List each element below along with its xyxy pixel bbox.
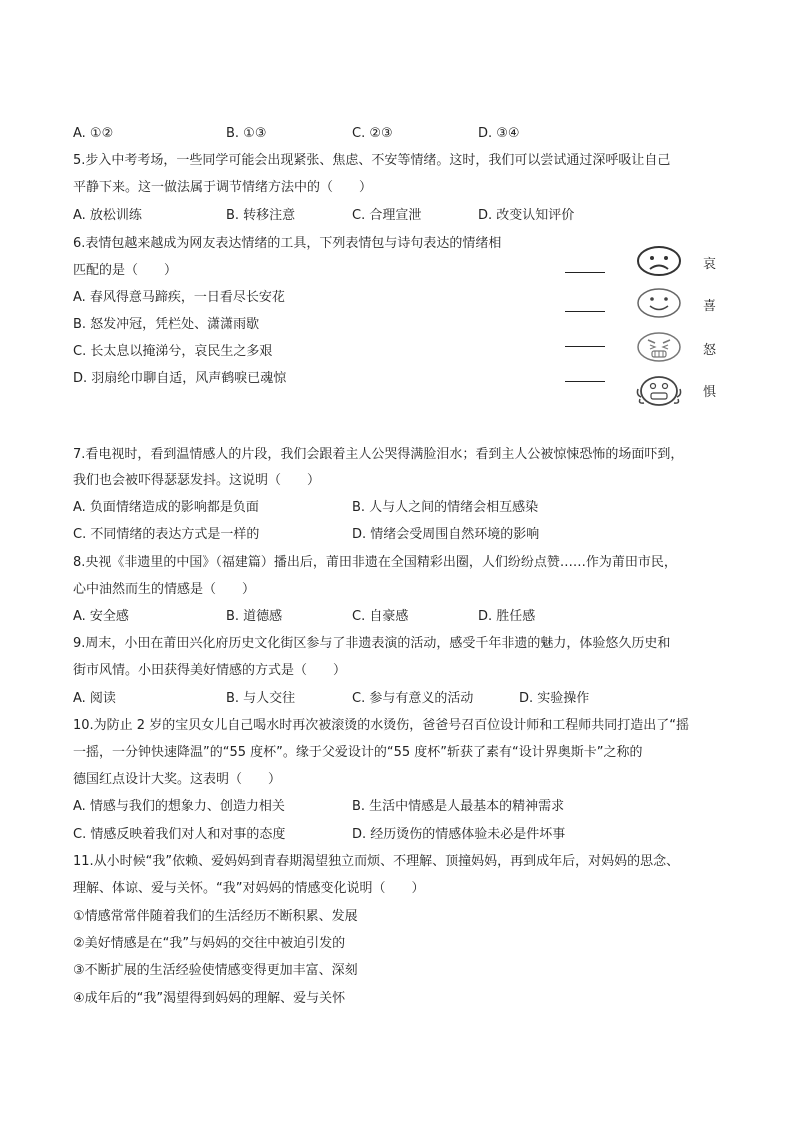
q5-option-b: B. 转移注意 [226, 208, 296, 223]
q10-option-a: A. 情感与我们的想象力、创造力相关 [73, 799, 285, 814]
q7-stem-line-2: 我们也会被吓得瑟瑟发抖。这说明（ ） [73, 473, 321, 488]
q11-statement-1: ①情感常常伴随着我们的生活经历不断积累、发展 [73, 909, 358, 924]
q11-statement-3: ③不断扩展的生活经验使情感变得更加丰富、深刻 [73, 963, 358, 978]
q4-option-d: D. ③④ [478, 126, 520, 141]
q6-option-c: C. 长太息以掩涕兮，哀民生之多艰 [73, 344, 273, 359]
emoji-label-sad: 哀 [703, 257, 717, 272]
emoji-label-angry: 怒 [703, 343, 717, 358]
match-blank-2 [565, 311, 605, 312]
q9-option-d: D. 实验操作 [519, 691, 590, 706]
q6-stem-line-2: 匹配的是（ ） [73, 263, 178, 278]
q9-stem-line-1: 9.周末，小田在莆田兴化府历史文化街区参与了非遗表演的活动，感受千年非遗的魅力，体验悠久历史和 [73, 636, 671, 651]
q6-option-b: B. 怒发冲冠，凭栏处、潇潇雨歇 [73, 317, 260, 332]
q10-option-d: D. 经历烫伤的情感体验未必是件坏事 [352, 827, 566, 842]
emoji-label-fear: 惧 [703, 385, 717, 400]
q4-option-c: C. ②③ [352, 126, 393, 141]
q5-option-a: A. 放松训练 [73, 208, 142, 223]
q11-statement-4: ④成年后的“我”渴望得到妈妈的理解、爱与关怀 [73, 991, 346, 1006]
q10-option-c: C. 情感反映着我们对人和对事的态度 [73, 827, 286, 842]
sad-face-icon [636, 245, 682, 277]
q5-option-c: C. 合理宣泄 [352, 208, 422, 223]
match-blank-4 [565, 381, 605, 382]
q7-stem-line-1: 7.看电视时，看到温情感人的片段，我们会跟着主人公哭得满脸泪水；看到主人公被惊悚恐怖的场面吓到， [73, 447, 684, 462]
q11-stem-line-1: 11.从小时候“我”依赖、爱妈妈到青春期渴望独立而烦、不理解、顶撞妈妈，再到成年后，对妈妈的思念、 [73, 854, 680, 869]
q9-option-a: A. 阅读 [73, 691, 116, 706]
q11-statement-2: ②美好情感是在“我”与妈妈的交往中被迫引发的 [73, 936, 346, 951]
q9-option-b: B. 与人交往 [226, 691, 296, 706]
q5-option-d: D. 改变认知评价 [478, 208, 575, 223]
q4-option-b: B. ①③ [226, 126, 267, 141]
q10-stem-line-1: 10.为防止 2 岁的宝贝女儿自己喝水时再次被滚烫的水烫伤，爸爸号召百位设计师和工程师共同打造出了“摇 [73, 718, 689, 733]
q9-option-c: C. 参与有意义的活动 [352, 691, 474, 706]
happy-face-icon [636, 287, 682, 319]
q9-stem-line-2: 街市风情。小田获得美好情感的方式是（ ） [73, 663, 347, 678]
q11-stem-line-2: 理解、体谅、爱与关怀。“我”对妈妈的情感变化说明（ ） [73, 881, 425, 896]
angry-face-icon [636, 331, 682, 363]
q8-option-c: C. 自豪感 [352, 609, 409, 624]
q7-option-b: B. 人与人之间的情绪会相互感染 [352, 500, 539, 515]
fearful-face-icon [636, 375, 682, 407]
q8-option-d: D. 胜任感 [478, 609, 536, 624]
q8-option-a: A. 安全感 [73, 609, 129, 624]
q7-option-d: D. 情绪会受周围自然环境的影响 [352, 527, 540, 542]
q10-stem-line-3: 德国红点设计大奖。这表明（ ） [73, 772, 282, 787]
q10-option-b: B. 生活中情感是人最基本的精神需求 [352, 799, 565, 814]
q8-option-b: B. 道德感 [226, 609, 283, 624]
q7-option-a: A. 负面情绪造成的影响都是负面 [73, 500, 259, 515]
q6-option-a: A. 春风得意马蹄疾，一日看尽长安花 [73, 290, 285, 305]
q6-option-d: D. 羽扇纶巾聊自适，风声鹤唳已魂惊 [73, 371, 287, 386]
q8-stem-line-1: 8.央视《非遗里的中国》（福建篇）播出后，莆田非遗在全国精彩出圈，人们纷纷点赞……作为莆田市民， [73, 555, 677, 570]
q4-option-a: A. ①② [73, 126, 114, 141]
match-blank-1 [565, 272, 605, 273]
q8-stem-line-2: 心中油然而生的情感是（ ） [73, 582, 256, 597]
q6-stem-line-1: 6.表情包越来越成为网友表达情绪的工具，下列表情包与诗句表达的情绪相 [73, 236, 502, 251]
emoji-label-happy: 喜 [703, 299, 717, 314]
q5-stem-line-2: 平静下来。这一做法属于调节情绪方法中的（ ） [73, 180, 373, 195]
q5-stem-line-1: 5.步入中考考场，一些同学可能会出现紧张、焦虑、不安等情绪。这时，我们可以尝试通过深呼吸让自己 [73, 153, 671, 168]
q7-option-c: C. 不同情绪的表达方式是一样的 [73, 527, 260, 542]
match-blank-3 [565, 346, 605, 347]
q10-stem-line-2: 一摇，一分钟快速降温”的“55 度杯”。缘于父爱设计的“55 度杯”斩获了素有“设计界奥斯卡”之称的 [73, 745, 643, 760]
